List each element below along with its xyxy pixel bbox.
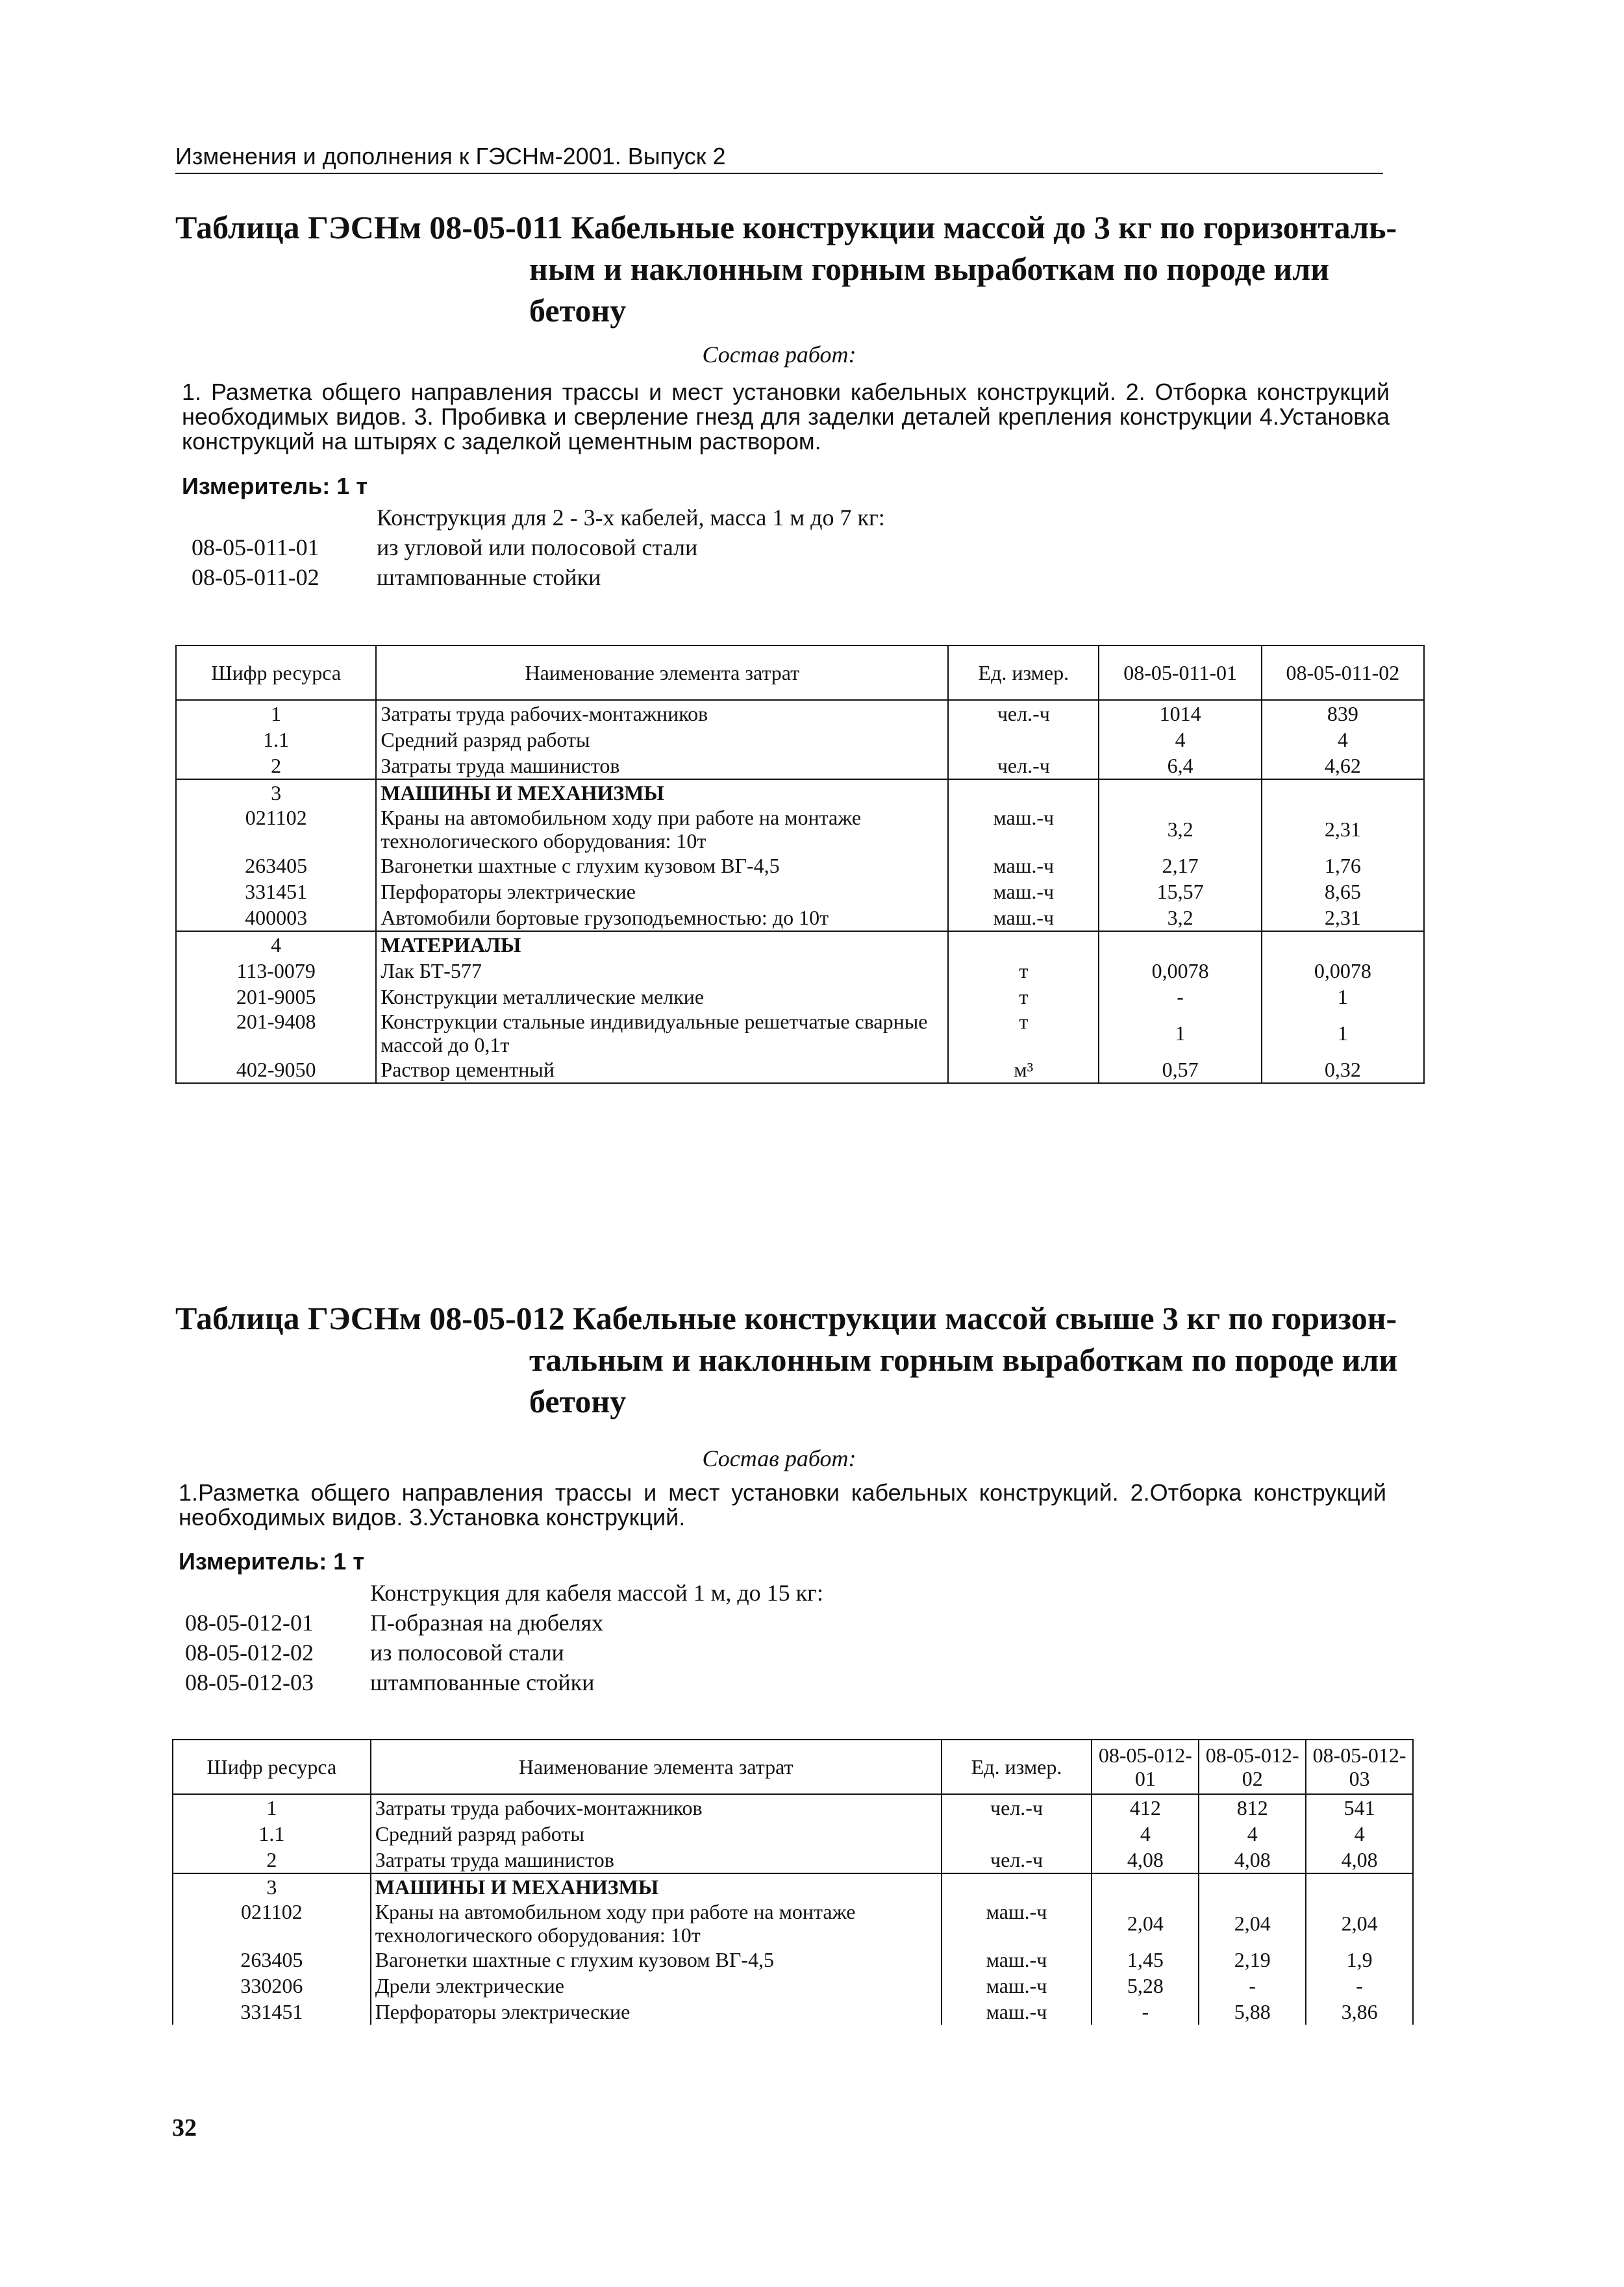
norm-value [1262, 779, 1424, 806]
table-row [176, 905, 1424, 931]
cost-element-name: Затраты труда рабочих-монтажников [371, 1794, 942, 1821]
variant-code: 08-05-011-01 [192, 534, 319, 560]
composition-text: 1.Разметка общего направления трассы и мест установки кабельных конструкций. 2.Отборка конструкций необходимых видов. 3.Установка конструкций. [179, 1479, 1386, 1531]
unit: маш.-ч [948, 879, 1099, 905]
meter: Измеритель: 1 т [182, 473, 368, 499]
unit: маш.-ч [942, 1999, 1092, 2025]
unit [942, 1873, 1092, 1900]
norm-value [1099, 779, 1261, 806]
norm-value [1306, 1873, 1413, 1900]
norm-table [175, 645, 1425, 1084]
norm-value: 8,65 [1262, 879, 1424, 905]
construction-intro: Конструкция для кабеля массой 1 м, до 15 кг: [370, 1580, 823, 1606]
variant-code: 08-05-012-03 [185, 1669, 314, 1695]
norm-value: - [1306, 1973, 1413, 1999]
table-header-row [173, 1740, 1413, 1794]
norm-value: 2,19 [1199, 1947, 1306, 1973]
unit: маш.-ч [942, 1900, 1092, 1947]
norm-value [1262, 931, 1424, 958]
norm-value: 1,45 [1092, 1947, 1199, 1973]
resource-code: 1.1 [176, 727, 376, 753]
col-header: 08-05-011-02 [1262, 645, 1424, 700]
norm-value: 2,04 [1092, 1900, 1199, 1947]
title-line: Таблица ГЭСНм 08-05-012 Кабельные конструкции массой свыше 3 кг по горизон- [175, 1300, 1397, 1336]
norm-value: 0,32 [1262, 1056, 1424, 1083]
table-title [175, 206, 1409, 331]
norm-value: 2,04 [1306, 1900, 1413, 1947]
norm-value: - [1199, 1973, 1306, 1999]
resource-code: 201-9408 [176, 1010, 376, 1056]
col-header: 08-05-012-03 [1306, 1740, 1413, 1794]
unit: м³ [948, 1056, 1099, 1083]
variant-name: из полосовой стали [370, 1640, 564, 1666]
variant [192, 532, 885, 562]
variant-name: штампованные стойки [370, 1669, 595, 1695]
cost-element-name: МАШИНЫ И МЕХАНИЗМЫ [376, 779, 948, 806]
unit: маш.-ч [942, 1973, 1092, 1999]
col-header: Шифр ресурса [173, 1740, 371, 1794]
cost-element-name: Краны на автомобильном ходу при работе на монтаже технологического оборудования: 10т [371, 1900, 942, 1947]
norm-value: - [1092, 1999, 1199, 2025]
variant-code: 08-05-012-01 [185, 1610, 314, 1636]
table-row [176, 779, 1424, 806]
table-row [173, 1794, 1413, 1821]
variant-name: штампованные стойки [377, 564, 601, 590]
unit [948, 727, 1099, 753]
table-row [173, 1821, 1413, 1847]
table-row [173, 1999, 1413, 2025]
cost-element-name: Дрели электрические [371, 1973, 942, 1999]
table-row [173, 1873, 1413, 1900]
title-line: бетону [529, 292, 627, 329]
norm-value: 6,4 [1099, 753, 1261, 779]
norm-value: 2,31 [1262, 905, 1424, 931]
cost-element-name: Затраты труда машинистов [376, 753, 948, 779]
norm-value [1099, 931, 1261, 958]
unit: маш.-ч [942, 1947, 1092, 1973]
norm-value: 2,04 [1199, 1900, 1306, 1947]
construction-intro: Конструкция для 2 - 3-х кабелей, масса 1 м до 7 кг: [377, 505, 885, 531]
table-row [176, 879, 1424, 905]
norm-value: 4,08 [1306, 1847, 1413, 1873]
cost-element-name: Конструкции стальные индивидуальные решетчатые сварные массой до 0,1т [376, 1010, 948, 1056]
cost-element-name: Вагонетки шахтные с глухим кузовом ВГ-4,5 [376, 853, 948, 879]
cost-element-name: МАТЕРИАЛЫ [376, 931, 948, 958]
norm-value: 4 [1092, 1821, 1199, 1847]
unit: т [948, 984, 1099, 1010]
resource-code: 113-0079 [176, 958, 376, 984]
title-line: Таблица ГЭСНм 08-05-011 Кабельные конструкции массой до 3 кг по горизонталь- [175, 209, 1397, 245]
col-header: 08-05-012-01 [1092, 1740, 1199, 1794]
table-row [176, 727, 1424, 753]
norm-value: 1014 [1099, 700, 1261, 727]
cost-element-name: МАШИНЫ И МЕХАНИЗМЫ [371, 1873, 942, 1900]
norm-value: 4 [1199, 1821, 1306, 1847]
variant [185, 1638, 823, 1668]
col-header: Шифр ресурса [176, 645, 376, 700]
norm-value: 1 [1099, 1010, 1261, 1056]
title-line: ным и наклонным горным выработкам по породе или [529, 251, 1330, 287]
resource-code: 2 [173, 1847, 371, 1873]
cost-element-name: Перфораторы электрические [371, 1999, 942, 2025]
col-header: Ед. измер. [942, 1740, 1092, 1794]
table-row [176, 700, 1424, 727]
norm-value: 0,57 [1099, 1056, 1261, 1083]
col-header: Ед. измер. [948, 645, 1099, 700]
cost-element-name: Затраты труда рабочих-монтажников [376, 700, 948, 727]
variant-name: из угловой или полосовой стали [377, 534, 698, 560]
table-row [176, 931, 1424, 958]
composition-text: 1. Разметка общего направления трассы и мест установки кабельных конструкций. 2. Отборка конструкций необходимых видов. 3. Пробивка и сверление гнезд для заделки деталей крепления конструкции 4.Установка конструкций на штырях с заделкой цементным раствором. [182, 379, 1390, 455]
variant-code: 08-05-011-02 [192, 564, 319, 590]
norm-value: 0,0078 [1262, 958, 1424, 984]
norm-value: 4,08 [1092, 1847, 1199, 1873]
norm-value: 4 [1306, 1821, 1413, 1847]
norm-table [172, 1739, 1414, 2025]
variant [192, 562, 885, 592]
title-line: бетону [529, 1383, 627, 1419]
norm-value: 3,2 [1099, 905, 1261, 931]
table-header-row [176, 645, 1424, 700]
resource-code: 331451 [173, 1999, 371, 2025]
norm-value: 3,2 [1099, 806, 1261, 853]
cost-element-name: Автомобили бортовые грузоподъемностью: до 10т [376, 905, 948, 931]
unit: чел.-ч [948, 753, 1099, 779]
variant-list [192, 503, 885, 592]
norm-value: 15,57 [1099, 879, 1261, 905]
norm-value: 1,9 [1306, 1947, 1413, 1973]
norm-value [1199, 1873, 1306, 1900]
cost-element-name: Раствор цементный [376, 1056, 948, 1083]
col-header: 08-05-011-01 [1099, 645, 1261, 700]
resource-code: 201-9005 [176, 984, 376, 1010]
cost-element-name: Перфораторы электрические [376, 879, 948, 905]
resource-code: 1 [176, 700, 376, 727]
col-header: Наименование элемента затрат [371, 1740, 942, 1794]
table-row [176, 806, 1424, 853]
col-header: Наименование элемента затрат [376, 645, 948, 700]
title-line: тальным и наклонным горным выработкам по породе или [529, 1342, 1398, 1378]
cost-element-name: Затраты труда машинистов [371, 1847, 942, 1873]
col-header: 08-05-012-02 [1199, 1740, 1306, 1794]
resource-code: 330206 [173, 1973, 371, 1999]
table-row [173, 1973, 1413, 1999]
cost-element-name: Краны на автомобильном ходу при работе на монтаже технологического оборудования: 10т [376, 806, 948, 853]
table-row [176, 853, 1424, 879]
composition-heading: Состав работ: [702, 342, 856, 368]
resource-code: 402-9050 [176, 1056, 376, 1083]
norm-value: 1 [1262, 1010, 1424, 1056]
norm-value: 1 [1262, 984, 1424, 1010]
cost-element-name: Средний разряд работы [376, 727, 948, 753]
variant-list [185, 1578, 823, 1697]
norm-value: 412 [1092, 1794, 1199, 1821]
resource-code: 2 [176, 753, 376, 779]
running-header: Изменения и дополнения к ГЭСНм-2001. Выпуск 2 [175, 143, 1383, 174]
norm-value: 812 [1199, 1794, 1306, 1821]
unit: т [948, 958, 1099, 984]
unit: чел.-ч [948, 700, 1099, 727]
norm-value: 0,0078 [1099, 958, 1261, 984]
table-row [176, 753, 1424, 779]
unit [948, 779, 1099, 806]
norm-value [1092, 1873, 1199, 1900]
norm-value: 1,76 [1262, 853, 1424, 879]
table-row [173, 1847, 1413, 1873]
table-row [176, 1010, 1424, 1056]
cost-element-name: Вагонетки шахтные с глухим кузовом ВГ-4,5 [371, 1947, 942, 1973]
table-row [176, 958, 1424, 984]
resource-code: 263405 [176, 853, 376, 879]
norm-value: 3,86 [1306, 1999, 1413, 2025]
norm-value: 5,88 [1199, 1999, 1306, 2025]
resource-code: 1 [173, 1794, 371, 1821]
table-row [173, 1947, 1413, 1973]
cost-element-name: Лак БТ-577 [376, 958, 948, 984]
unit: маш.-ч [948, 806, 1099, 853]
table-row [173, 1900, 1413, 1947]
cost-element-name: Конструкции металлические мелкие [376, 984, 948, 1010]
norm-value: 4 [1099, 727, 1261, 753]
unit: чел.-ч [942, 1847, 1092, 1873]
table-row [176, 984, 1424, 1010]
cost-element-name: Средний разряд работы [371, 1821, 942, 1847]
variant-name: П-образная на дюбелях [370, 1610, 604, 1636]
unit [948, 931, 1099, 958]
page-number: 32 [172, 2114, 197, 2142]
norm-value: 4,08 [1199, 1847, 1306, 1873]
norm-value: - [1099, 984, 1261, 1010]
resource-code: 4 [176, 931, 376, 958]
composition-heading: Состав работ: [702, 1445, 856, 1471]
unit: маш.-ч [948, 853, 1099, 879]
unit: чел.-ч [942, 1794, 1092, 1821]
norm-value: 4,62 [1262, 753, 1424, 779]
resource-code: 1.1 [173, 1821, 371, 1847]
resource-code: 400003 [176, 905, 376, 931]
variant [185, 1608, 823, 1638]
resource-code: 021102 [173, 1900, 371, 1947]
variant [185, 1668, 823, 1697]
norm-value: 541 [1306, 1794, 1413, 1821]
table-title [175, 1297, 1409, 1422]
unit: т [948, 1010, 1099, 1056]
resource-code: 3 [176, 779, 376, 806]
table-row [176, 1056, 1424, 1083]
meter: Измеритель: 1 т [179, 1548, 364, 1575]
resource-code: 3 [173, 1873, 371, 1900]
norm-value: 2,17 [1099, 853, 1261, 879]
variant-code: 08-05-012-02 [185, 1640, 314, 1666]
norm-value: 4 [1262, 727, 1424, 753]
unit [942, 1821, 1092, 1847]
resource-code: 021102 [176, 806, 376, 853]
norm-value: 5,28 [1092, 1973, 1199, 1999]
norm-value: 2,31 [1262, 806, 1424, 853]
norm-value: 839 [1262, 700, 1424, 727]
unit: маш.-ч [948, 905, 1099, 931]
resource-code: 331451 [176, 879, 376, 905]
resource-code: 263405 [173, 1947, 371, 1973]
